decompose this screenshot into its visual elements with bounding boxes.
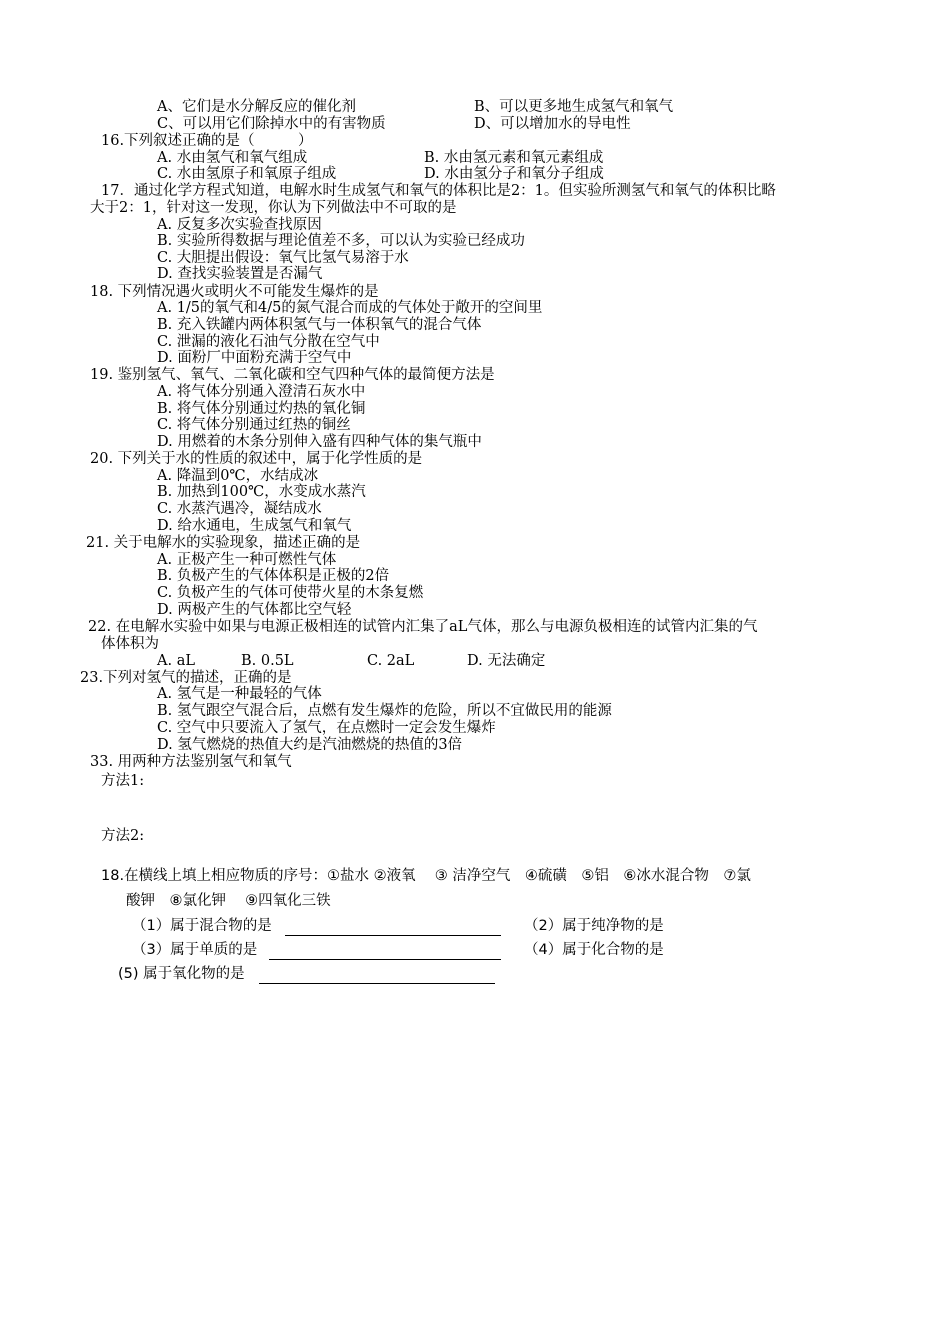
q21-option-c: C. 负极产生的气体可使带火星的木条复燃: [157, 585, 424, 601]
q15-option-c: C、可以用它们除掉水中的有害物质: [157, 116, 386, 132]
q15-option-b: B、可以更多地生成氢气和氧气: [474, 99, 674, 115]
q18b-item-5: (5) 属于氧化物的是: [118, 966, 245, 982]
q19-stem: 19. 鉴别氢气、氧气、二氧化碳和空气四种气体的最简便方法是: [90, 367, 495, 383]
q20-stem: 20. 下列关于水的性质的叙述中，属于化学性质的是: [90, 451, 423, 467]
q18a-option-d: D. 面粉厂中面粉充满于空气中: [157, 350, 352, 366]
q23-option-d: D. 氢气燃烧的热值大约是汽油燃烧的热值的3倍: [157, 737, 463, 753]
q16-option-c: C. 水由氢原子和氧原子组成: [157, 166, 337, 182]
q19-option-b: B. 将气体分别通过灼热的氧化铜: [157, 401, 366, 417]
q22-option-d: D. 无法确定: [467, 653, 546, 669]
q21-option-a: A. 正极产生一种可燃性气体: [157, 552, 337, 568]
q17-option-b: B. 实验所得数据与理论值差不多，可以认为实验已经成功: [157, 233, 525, 249]
q22-option-c: C. 2aL: [367, 653, 415, 669]
q20-option-b: B. 加热到100℃，水变成水蒸汽: [157, 484, 366, 500]
q18a-stem: 18. 下列情况遇火或明火不可能发生爆炸的是: [90, 284, 379, 300]
q33-method-1: 方法1:: [101, 773, 145, 789]
q23-option-b: B. 氢气跟空气混合后，点燃有发生爆炸的危险，所以不宜做民用的能源: [157, 703, 612, 719]
q18b-item-2: （2）属于纯净物的是: [524, 918, 664, 934]
q22-stem-line-1: 22. 在电解水实验中如果与电源正极相连的试管内汇集了aL气体，那么与电源负极相连的试管内汇集的气: [88, 619, 758, 635]
q16-option-b: B. 水由氢元素和氧元素组成: [424, 150, 604, 166]
q18b-item-4: （4）属于化合物的是: [524, 942, 664, 958]
q23-option-a: A. 氢气是一种最轻的气体: [157, 686, 322, 702]
q21-option-b: B. 负极产生的气体体积是正极的2倍: [157, 568, 390, 584]
q20-option-a: A. 降温到0℃，水结成冰: [157, 468, 319, 484]
q18b-item-1: （1）属于混合物的是: [132, 918, 272, 934]
q16-stem: 16.下列叙述正确的是（ ）: [101, 133, 313, 149]
q18a-option-a: A. 1/5的氧气和4/5的氮气混合而成的气体处于敞开的空间里: [157, 300, 543, 316]
q18b-item-3: （3）属于单质的是: [132, 942, 258, 958]
q19-option-d: D. 用燃着的木条分别伸入盛有四种气体的集气瓶中: [157, 434, 482, 450]
q16-option-a: A. 水由氢气和氧气组成: [157, 150, 308, 166]
q17-stem-line-1: 17．通过化学方程式知道，电解水时生成氢气和氧气的体积比是2：1。但实验所测氢气和氧气的体积比略: [101, 183, 776, 199]
q23-stem: 23.下列对氢气的描述，正确的是: [80, 670, 292, 686]
q22-option-a: A. aL: [157, 653, 195, 669]
q22-stem-line-2: 体体积为: [101, 636, 159, 652]
q22-option-b: B. 0.5L: [241, 653, 294, 669]
q33-stem: 33. 用两种方法鉴别氢气和氧气: [90, 754, 292, 770]
q15-option-a: A、它们是水分解反应的催化剂: [157, 99, 356, 115]
q20-option-d: D. 给水通电，生成氢气和氧气: [157, 518, 352, 534]
q17-stem-line-2: 大于2：1，针对这一发现，你认为下列做法中不可取的是: [90, 200, 457, 216]
q15-option-d: D、可以增加水的导电性: [474, 116, 631, 132]
q20-option-c: C. 水蒸汽遇冷，凝结成水: [157, 501, 322, 517]
q16-option-d: D. 水由氢分子和氧分子组成: [424, 166, 604, 182]
q18a-option-c: C. 泄漏的液化石油气分散在空气中: [157, 334, 380, 350]
q17-option-c: C. 大胆提出假设：氧气比氢气易溶于水: [157, 250, 409, 266]
answer-blank-1[interactable]: [285, 935, 501, 936]
q33-method-2: 方法2:: [101, 828, 145, 844]
q19-option-a: A. 将气体分别通入澄清石灰水中: [157, 384, 366, 400]
q17-option-a: A. 反复多次实验查找原因: [157, 217, 322, 233]
answer-blank-3[interactable]: [269, 959, 501, 960]
q18b-stem-line-2: 酸钾 ⑧氯化钾 ⑨四氧化三铁: [126, 893, 331, 909]
answer-blank-5[interactable]: [259, 983, 495, 984]
q19-option-c: C. 将气体分别通过红热的铜丝: [157, 417, 351, 433]
q18b-stem-line-1: 18.在横线上填上相应物质的序号：①盐水 ②液氧 ③ 洁净空气 ④硫磺 ⑤铝 ⑥冰水混合物 ⑦氯: [101, 868, 751, 884]
q21-option-d: D. 两极产生的气体都比空气轻: [157, 602, 352, 618]
q23-option-c: C. 空气中只要流入了氢气，在点燃时一定会发生爆炸: [157, 720, 496, 736]
q21-stem: 21. 关于电解水的实验现象，描述正确的是: [86, 535, 361, 551]
q17-option-d: D. 查找实验装置是否漏气: [157, 266, 323, 282]
q18a-option-b: B. 充入铁罐内两体积氢气与一体积氧气的混合气体: [157, 317, 482, 333]
